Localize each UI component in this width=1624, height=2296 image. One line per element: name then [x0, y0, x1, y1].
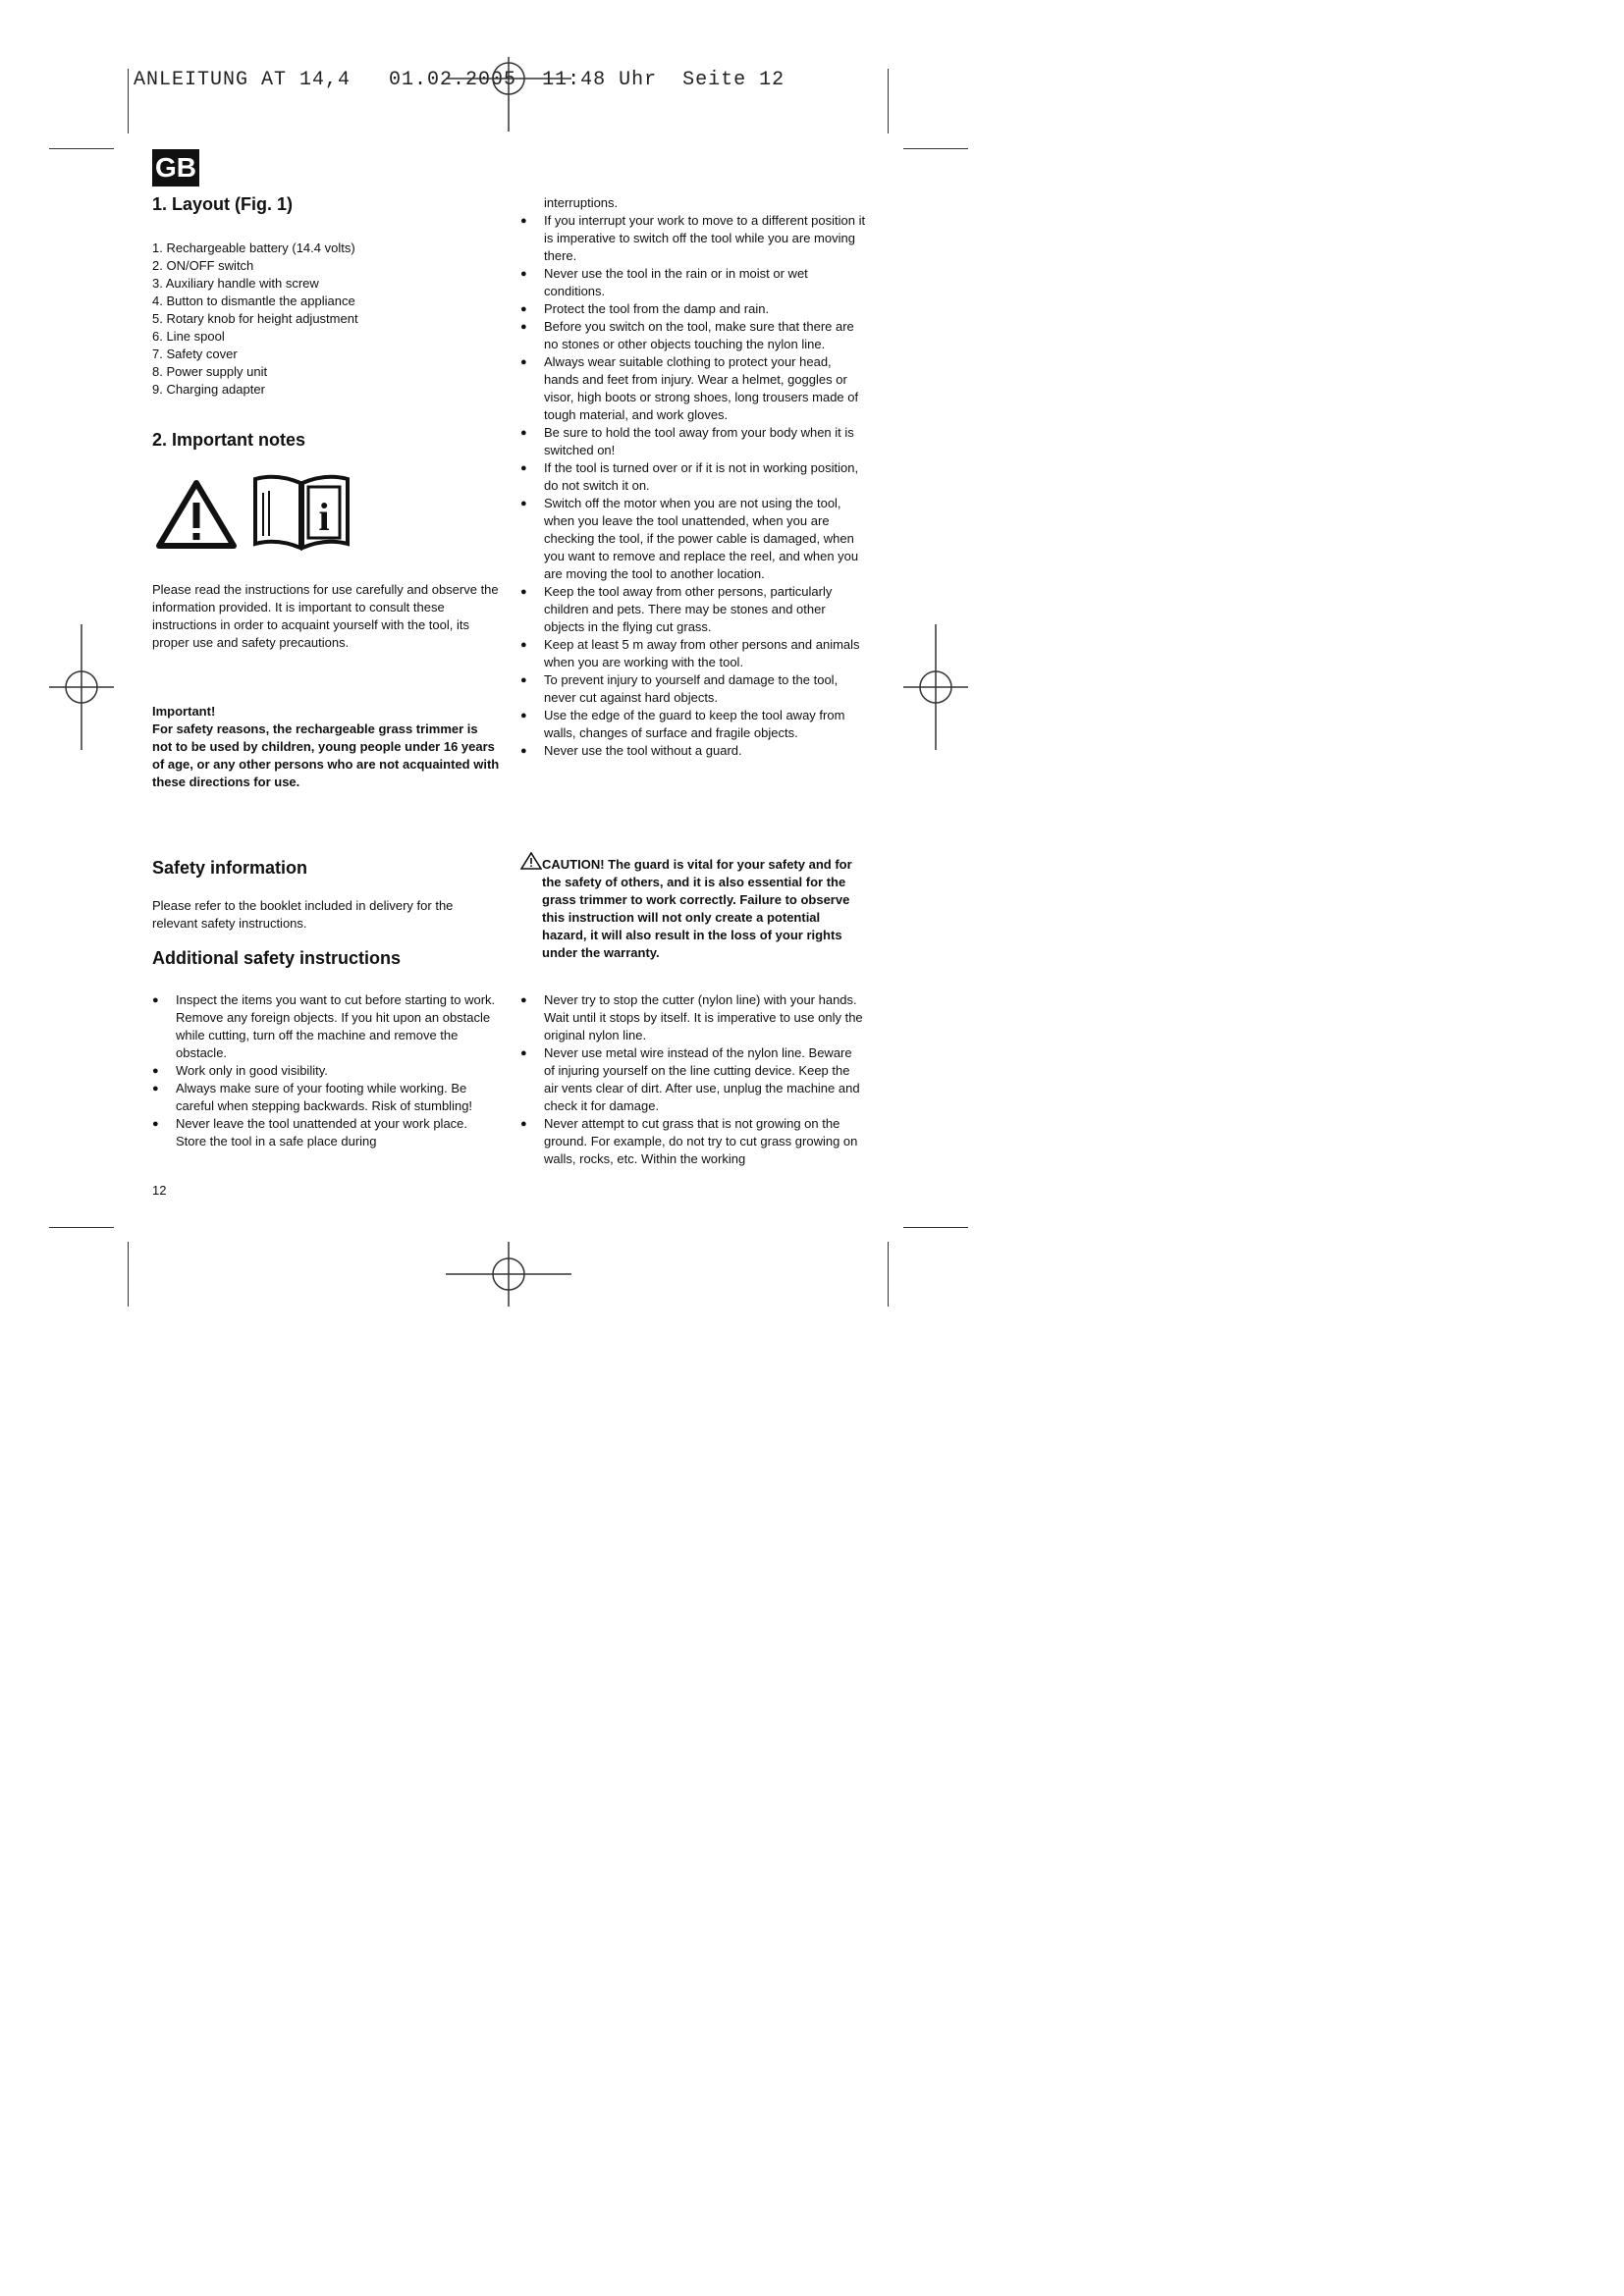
list-item: ● Never use metal wire instead of the nylon line. Beware of injuring yourself on the line cutting device. Keep the air vents clear of dirt. After use, unplug the machine and check it for damage.: [520, 1044, 866, 1115]
crop-mark: [49, 1227, 114, 1228]
important-body: For safety reasons, the rechargeable grass trimmer is not to be used by children, young people under 16 years of age, or any other persons who are not acquainted with these directions for use.: [152, 721, 500, 789]
safety-information-body: Please refer to the booklet included in delivery for the relevant safety instructions.: [152, 898, 454, 931]
important-notes-heading: 2. Important notes: [152, 430, 306, 450]
list-item: 4. Button to dismantle the appliance: [152, 294, 355, 308]
list-item: 9. Charging adapter: [152, 382, 265, 397]
list-item: 8. Power supply unit: [152, 364, 268, 379]
list-item: ● Never try to stop the cutter (nylon line) with your hands. Wait until it stops by itself. It is imperative to use only the original nylon line.: [520, 991, 866, 1044]
list-item: ● Be sure to hold the tool away from your body when it is switched on!: [520, 424, 866, 459]
list-item: 7. Safety cover: [152, 347, 238, 361]
crop-mark: [49, 148, 114, 149]
crop-mark: [903, 148, 968, 149]
caution-text: CAUTION! The guard is vital for your safety and for the safety of others, and it is also essential for the grass trimmer to work correctly. Failure to observe this instruction will not only create a potential hazard, it will also result in the loss of your rights under the warranty.: [542, 857, 852, 960]
list-item: 6. Line spool: [152, 329, 225, 344]
registration-mark-top: [446, 57, 571, 132]
list-item: ● Switch off the motor when you are not using the tool, when you leave the tool unattended, when you are checking the tool, if the power cable is damaged, when you want to remove and replace the reel, and when you are moving the tool to another location.: [520, 495, 866, 583]
parts-list: [152, 240, 501, 399]
list-item: ● Always wear suitable clothing to protect your head, hands and feet from injury. Wear a helmet, goggles or visor, high boots or strong shoes, long trousers made of tough material, and work gloves.: [520, 353, 866, 424]
list-item: ● Work only in good visibility.: [152, 1062, 501, 1080]
list-item: ● If the tool is turned over or if it is not in working position, do not switch it on.: [520, 459, 866, 495]
registration-mark-right: [903, 624, 968, 750]
layout-heading: 1. Layout (Fig. 1): [152, 194, 294, 214]
crop-mark: [888, 69, 889, 133]
important-notes-body: Please read the instructions for use carefully and observe the information provided. It is important to consult these instructions in order to acquaint yourself with the tool, its proper use and safety precautions.: [152, 582, 499, 650]
list-item: ● Inspect the items you want to cut before starting to work. Remove any foreign objects. If you hit upon an obstacle while cutting, turn off the machine and remove the obstacle.: [152, 991, 501, 1062]
crop-mark: [888, 1242, 889, 1307]
warning-triangle-icon: [155, 479, 238, 550]
info-book-icon: [251, 469, 352, 552]
list-item: 2. ON/OFF switch: [152, 258, 254, 273]
safety-list-right: [520, 212, 866, 760]
crop-mark: [128, 1242, 129, 1307]
list-item: ● Use the edge of the guard to keep the tool away from walls, changes of surface and fragile objects.: [520, 707, 866, 742]
list-item: ● Never use the tool in the rain or in moist or wet conditions.: [520, 265, 866, 300]
additional-safety-heading: Additional safety instructions: [152, 948, 402, 968]
registration-mark-left: [49, 624, 114, 750]
registration-mark-bottom: [446, 1242, 571, 1307]
page-number: 12: [152, 1183, 167, 1198]
language-badge: GB: [152, 149, 199, 187]
safety-information-heading: Safety information: [152, 858, 308, 878]
list-item: ● Never attempt to cut grass that is not growing on the ground. For example, do not try to cut grass growing on walls, rocks, etc. Within the working: [520, 1115, 866, 1168]
list-item: ● Always make sure of your footing while working. Be careful when stepping backwards. Risk of stumbling!: [152, 1080, 501, 1115]
info-book-letter: i: [318, 495, 330, 539]
list-item: ● Keep at least 5 m away from other persons and animals when you are working with the tool.: [520, 636, 866, 671]
important-label: Important!: [152, 704, 216, 719]
list-item: ● Keep the tool away from other persons, particularly children and pets. There may be stones and other objects in the flying cut grass.: [520, 583, 866, 636]
continuation-text: interruptions.: [544, 195, 619, 210]
list-item: 3. Auxiliary handle with screw: [152, 276, 319, 291]
print-slug: ANLEITUNG AT 14,4 01.02.2005 11:48 Uhr Seite 12: [134, 69, 785, 91]
list-item: ● Before you switch on the tool, make sure that there are no stones or other objects touching the nylon line.: [520, 318, 866, 353]
list-item: ● If you interrupt your work to move to a different position it is imperative to switch off the tool while you are moving there.: [520, 212, 866, 265]
list-item: ● Never use the tool without a guard.: [520, 742, 866, 760]
safety-list-right-2: [520, 991, 866, 1168]
additional-safety-list: [152, 991, 501, 1150]
list-item: 1. Rechargeable battery (14.4 volts): [152, 240, 355, 255]
list-item: ● To prevent injury to yourself and damage to the tool, never cut against hard objects.: [520, 671, 866, 707]
crop-mark: [903, 1227, 968, 1228]
list-item: ● Never leave the tool unattended at your work place. Store the tool in a safe place during: [152, 1115, 501, 1150]
list-item: ● Protect the tool from the damp and rain.: [520, 300, 866, 318]
crop-mark: [128, 69, 129, 133]
list-item: 5. Rotary knob for height adjustment: [152, 311, 358, 326]
